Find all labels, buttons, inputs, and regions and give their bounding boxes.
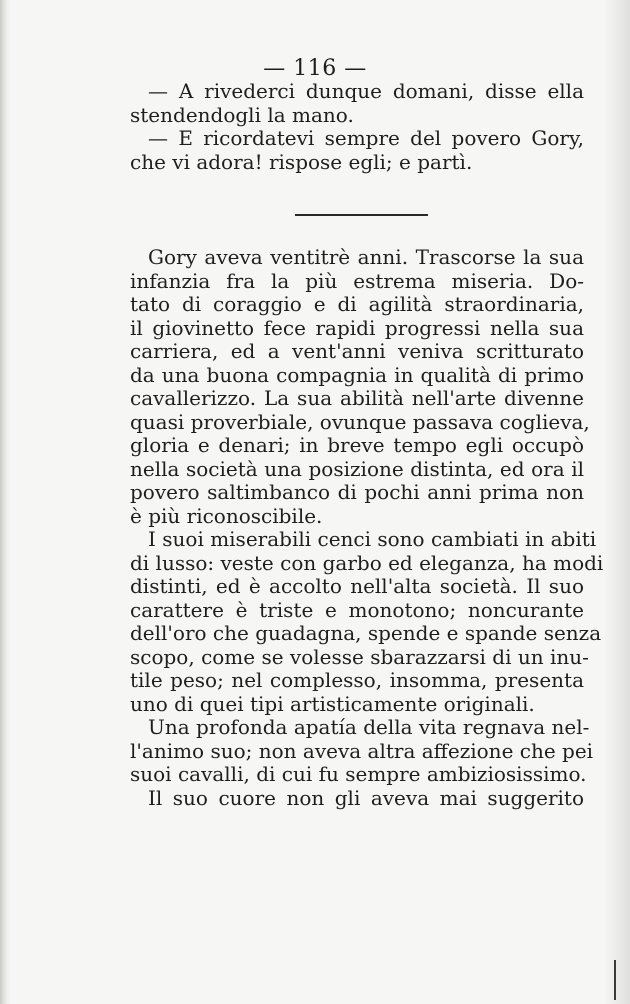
text-line: che vi adora! rispose egli; e partì. — [130, 149, 473, 174]
text-line: Una profonda apatía della vita regnava nel- — [148, 715, 590, 739]
text-line: il giovinetto fece rapidi progressi nella sua — [130, 315, 584, 340]
text-line: suoi cavalli, di cui fu sempre ambiziosissimo. — [130, 762, 587, 786]
text-line: quasi proverbiale, ovunque passava coglieva, — [130, 409, 590, 434]
text-line: I suoi miserabili cenci sono cambiati in abiti — [148, 527, 597, 551]
text-line: carriera, ed a vent'anni veniva scritturato — [130, 339, 584, 363]
page-edge-mark — [614, 960, 616, 1000]
dialogue-block — [130, 80, 584, 174]
text-line: — A rivederci dunque domani, disse ella — [148, 79, 584, 103]
text-line: — E ricordatevi sempre del povero Gory, — [148, 126, 584, 150]
page-number: — 116 — — [263, 56, 367, 81]
text-line: stendendogli la mano. — [130, 102, 354, 127]
text-line: Il suo cuore non gli aveva mai suggerito — [148, 785, 584, 810]
text-line: l'animo suo; non aveva altra affezione che pei — [130, 738, 594, 763]
page-gutter-shadow — [0, 0, 10, 1004]
text-line: cavallerizzo. La sua abilità nell'arte divenne — [130, 386, 584, 410]
text-line: è più riconoscibile. — [130, 503, 323, 528]
text-line: scopo, come se volesse sbarazzarsi di un inu- — [130, 644, 589, 669]
text-line: tile peso; nel complesso, insomma, presenta — [130, 668, 584, 692]
text-line: dell'oro che guadagna, spende e spande senza — [130, 621, 602, 645]
text-line: distinti, ed è accolto nell'alta società. Il suo — [130, 574, 584, 598]
text-line: infanzia fra la più estrema miseria. Do- — [130, 268, 584, 293]
text-line: da una buona compagnia in qualità di primo — [130, 362, 584, 387]
page-edge-shadow — [604, 0, 630, 1004]
text-line: di lusso: veste con garbo ed eleganza, ha modi — [130, 550, 604, 575]
text-line: nella società una posizione distinta, ed ora il — [130, 456, 584, 481]
text-line: gloria e denari; in breve tempo egli occupò — [130, 433, 584, 457]
text-line: tato di coraggio e di agilità straordinaria, — [130, 292, 584, 316]
section-separator — [295, 214, 428, 216]
text-line: carattere è triste e monotono; noncurante — [130, 597, 584, 622]
body-text — [130, 245, 604, 810]
text-line: Gory aveva ventitrè anni. Trascorse la sua — [148, 245, 584, 269]
text-line: uno di quei tipi artisticamente originali. — [130, 691, 535, 716]
text-line: povero saltimbanco di pochi anni prima non — [130, 480, 584, 504]
